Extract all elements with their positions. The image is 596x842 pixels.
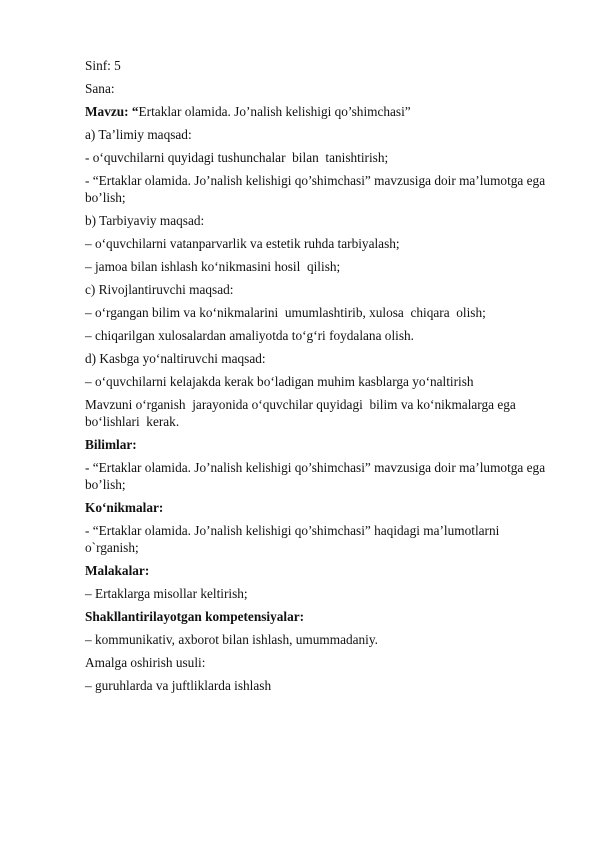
line-text: Mavzuni o‘rganish jarayonida o‘quvchilar quyidagi bilim va ko‘nikmalarga ega bo‘lishlari kerak. xyxy=(85,397,520,429)
list-item xyxy=(85,149,555,166)
career-goal-heading xyxy=(85,350,555,367)
line-text: – Ertaklarga misollar keltirish; xyxy=(85,586,248,601)
educational-goal-heading xyxy=(85,126,555,143)
knowledge-heading xyxy=(85,436,555,453)
list-item xyxy=(85,373,555,390)
heading-text: Bilimlar: xyxy=(85,437,137,452)
list-item xyxy=(85,258,555,275)
line-text: Sana: xyxy=(85,81,115,96)
line-text: d) Kasbga yo‘naltiruvchi maqsad: xyxy=(85,351,266,366)
list-item xyxy=(85,235,555,252)
line-text: b) Tarbiyaviy maqsad: xyxy=(85,213,205,228)
class-line xyxy=(85,57,555,74)
line-text: - “Ertaklar olamida. Jo’nalish kelishigi qo’shimchasi” haqidagi ma’lumotlarni o`rganish; xyxy=(85,523,503,555)
topic-line xyxy=(85,103,555,120)
list-item xyxy=(85,585,555,602)
line-text: Amalga oshirish usuli: xyxy=(85,655,206,670)
document-body xyxy=(85,57,555,700)
paragraph xyxy=(85,396,555,430)
line-text: – jamoa bilan ishlash ko‘nikmasini hosil qilish; xyxy=(85,259,341,274)
list-item xyxy=(85,172,555,206)
topic-label: Mavzu: “ xyxy=(85,104,139,119)
line-text: – o‘quvchilarni vatanparvarlik va estetik ruhda tarbiyalash; xyxy=(85,236,400,251)
list-item xyxy=(85,327,555,344)
list-item xyxy=(85,522,555,556)
date-line xyxy=(85,80,555,97)
line-text: – o‘rgangan bilim va ko‘nikmalarini umumlashtirib, xulosa chiqara olish; xyxy=(85,305,486,320)
topic-text: Ertaklar olamida. Jo’nalish kelishigi qo’shimchasi” xyxy=(138,104,411,119)
line-text: Sinf: 5 xyxy=(85,58,121,73)
list-item xyxy=(85,677,555,694)
list-item xyxy=(85,459,555,493)
developmental-goal-heading xyxy=(85,281,555,298)
line-text: – kommunikativ, axborot bilan ishlash, umummadaniy. xyxy=(85,632,378,647)
upbringing-goal-heading xyxy=(85,212,555,229)
line-text: - o‘quvchilarni quyidagi tushunchalar bilan tanishtirish; xyxy=(85,150,389,165)
line-text: - “Ertaklar olamida. Jo’nalish kelishigi qo’shimchasi” mavzusiga doir ma’lumotga ega bo’lish; xyxy=(85,173,549,205)
line-text: – chiqarilgan xulosalardan amaliyotda to‘g‘ri foydalana olish. xyxy=(85,328,414,343)
method-heading xyxy=(85,654,555,671)
line-text: – o‘quvchilarni kelajakda kerak bo‘ladigan muhim kasblarga yo‘naltirish xyxy=(85,374,474,389)
competencies-heading xyxy=(85,562,555,579)
heading-text: Malakalar: xyxy=(85,563,150,578)
line-text: a) Ta’limiy maqsad: xyxy=(85,127,192,142)
heading-text: Ko‘nikmalar: xyxy=(85,500,164,515)
list-item xyxy=(85,631,555,648)
line-text: - “Ertaklar olamida. Jo’nalish kelishigi qo’shimchasi” mavzusiga doir ma’lumotga ega bo’lish; xyxy=(85,460,549,492)
list-item xyxy=(85,304,555,321)
line-text: – guruhlarda va juftliklarda ishlash xyxy=(85,678,272,693)
line-text: c) Rivojlantiruvchi maqsad: xyxy=(85,282,234,297)
heading-text: Shakllantirilayotgan kompetensiyalar: xyxy=(85,609,305,624)
formed-competencies-heading xyxy=(85,608,555,625)
skills-heading xyxy=(85,499,555,516)
